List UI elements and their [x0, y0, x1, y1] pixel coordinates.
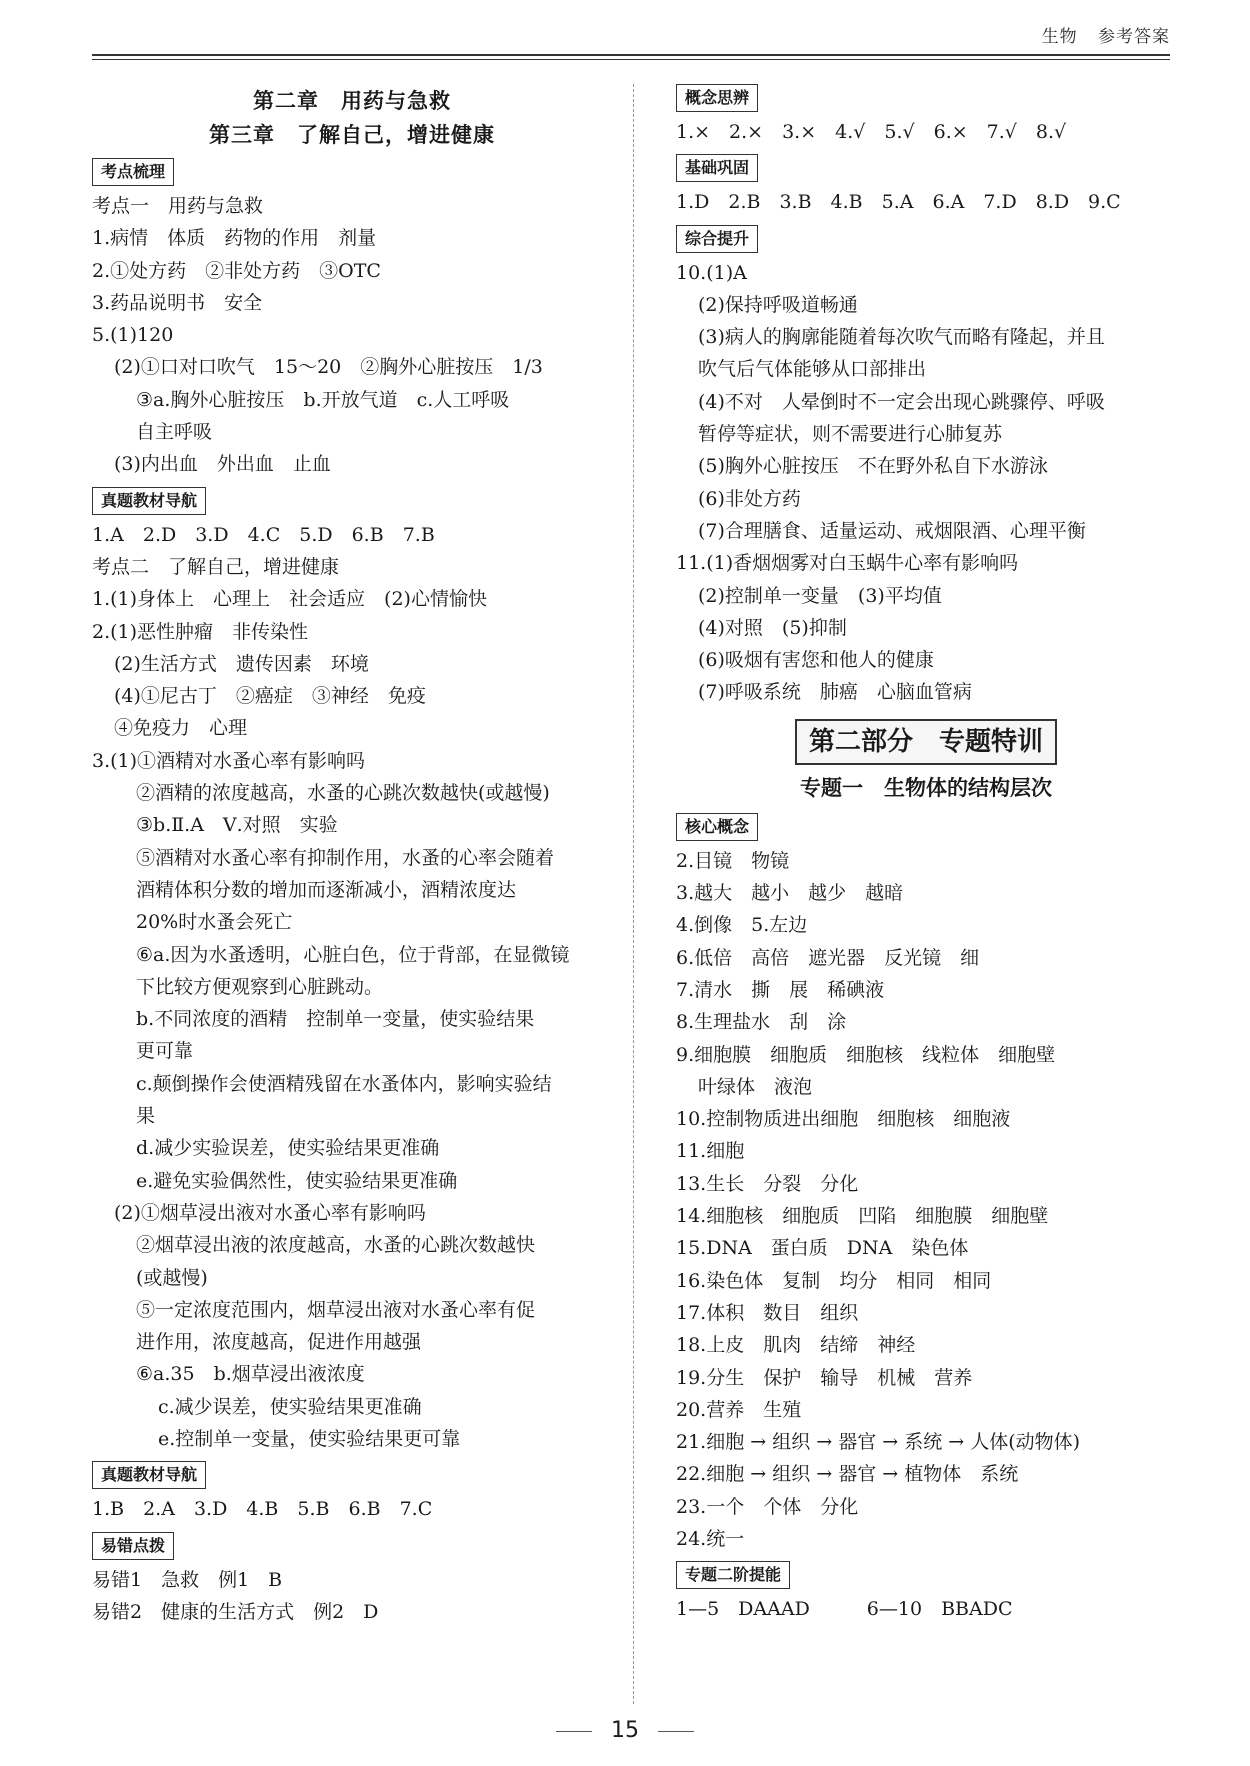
- answer-line: (2)①口对口吹气 15～20 ②胸外心脏按压 1/3: [114, 356, 543, 379]
- answer-line: e.避免实验偶然性，使实验结果更准确: [136, 1169, 458, 1192]
- header-subject: 生物: [1041, 27, 1078, 47]
- answer-line: e.控制单一变量，使实验结果更可靠: [158, 1427, 461, 1450]
- answer-line: 3.药品说明书 安全: [92, 291, 263, 314]
- part-heading-wrap: [676, 719, 1176, 765]
- answer-line: 6.低倍 高倍 遮光器 反光镜 细: [676, 946, 980, 969]
- answer-line: 进作用，浓度越高，促进作用越强: [136, 1331, 422, 1354]
- answer-line: 叶绿体 液泡: [698, 1075, 813, 1098]
- answer-line: d.减少实验误差，使实验结果更准确: [136, 1137, 440, 1160]
- chapter-title: 第三章 了解自己，增进健康: [209, 123, 495, 147]
- page-number-dash: [556, 1731, 592, 1732]
- section-tag: 综合提升: [676, 225, 758, 253]
- right-column: [676, 84, 1176, 1626]
- answer-line: ②烟草浸出液的浓度越高，水蚤的心跳次数越快: [136, 1234, 536, 1257]
- header-label: [1028, 22, 1170, 47]
- answer-line: 9.细胞膜 细胞质 细胞核 线粒体 细胞壁: [676, 1043, 1056, 1066]
- answer-line: (或越慢): [136, 1266, 208, 1289]
- answer-line: 3.越大 越小 越少 越暗: [676, 882, 904, 905]
- section-tag: 概念思辨: [676, 84, 758, 112]
- answer-line: 1.× 2.× 3.× 4.√ 5.√ 6.× 7.√ 8.√: [676, 121, 1067, 143]
- section-tag: 考点梳理: [92, 158, 174, 186]
- answer-line: ⑥a.35 b.烟草浸出液浓度: [136, 1363, 365, 1386]
- answer-line: 15.DNA 蛋白质 DNA 染色体: [676, 1237, 969, 1260]
- answer-line: 1.(1)身体上 心理上 社会适应 (2)心情愉快: [92, 588, 487, 611]
- page-header: [0, 0, 1250, 58]
- answer-line: (4)不对 人晕倒时不一定会出现心跳骤停、呼吸: [698, 390, 1105, 413]
- answer-line: 3.(1)①酒精对水蚤心率有影响吗: [92, 749, 366, 772]
- section-tag: 真题教材导航: [92, 487, 206, 515]
- section-tag: 基础巩固: [676, 154, 758, 182]
- section-tag: 专题二阶提能: [676, 1561, 790, 1589]
- answer-line: 11.(1)香烟烟雾对白玉蜗牛心率有影响吗: [676, 552, 1019, 575]
- answer-line: c.颠倒操作会使酒精残留在水蚤体内，影响实验结: [136, 1072, 552, 1095]
- page-number: [0, 1718, 1250, 1743]
- answer-line: 16.染色体 复制 均分 相同 相同: [676, 1269, 992, 1292]
- answer-line: 23.一个 个体 分化: [676, 1495, 859, 1518]
- answer-line: 7.清水 撕 展 稀碘液: [676, 978, 885, 1001]
- answer-line: (2)①烟草浸出液对水蚤心率有影响吗: [114, 1201, 426, 1224]
- answer-line: 酒精体积分数的增加而逐渐减小，酒精浓度达: [136, 878, 517, 901]
- section-tag: 真题教材导航: [92, 1461, 206, 1489]
- left-column: [92, 84, 612, 1628]
- answer-line: (3)病人的胸廓能随着每次吹气而略有隆起，并且: [698, 326, 1105, 349]
- answer-line: 20%时水蚤会死亡: [136, 911, 293, 934]
- answer-line: 2.①处方药 ②非处方药 ③OTC: [92, 259, 381, 282]
- answer-line: 1—5 DAAAD 6—10 BBADC: [676, 1598, 1013, 1621]
- answer-line: 10.控制物质进出细胞 细胞核 细胞液: [676, 1108, 1011, 1131]
- answer-line: 4.倒像 5.左边: [676, 914, 808, 937]
- subsection-title: 考点二 了解自己，增进健康: [92, 555, 340, 578]
- answer-line: 1.病情 体质 药物的作用 剂量: [92, 227, 377, 250]
- answer-line: c.减少误差，使实验结果更准确: [158, 1395, 422, 1418]
- answer-line: ③b.Ⅱ.A Ⅴ.对照 实验: [136, 814, 338, 837]
- header-answer-label: 参考答案: [1098, 27, 1170, 47]
- part-heading: 第二部分 专题特训: [795, 719, 1057, 765]
- answer-line: (6)非处方药: [698, 487, 801, 510]
- answer-line: 10.(1)A: [676, 261, 747, 284]
- answer-line: ⑤酒精对水蚤心率有抑制作用，水蚤的心率会随着: [136, 846, 555, 869]
- section-tag: 易错点拨: [92, 1532, 174, 1560]
- header-rule-thin: [92, 59, 1170, 60]
- answer-line: (6)吸烟有害您和他人的健康: [698, 649, 934, 672]
- answer-line: 更可靠: [136, 1040, 194, 1063]
- answer-line: (5)胸外心脏按压 不在野外私自下水游泳: [698, 455, 1048, 478]
- answer-line: (2)生活方式 遗传因素 环境: [114, 652, 369, 675]
- answer-line: ⑤一定浓度范围内，烟草浸出液对水蚤心率有促: [136, 1298, 536, 1321]
- answer-line: (2)控制单一变量 (3)平均值: [698, 584, 942, 607]
- answer-line: (4)①尼古丁 ②癌症 ③神经 免疫: [114, 685, 426, 708]
- page-number-dash: [658, 1731, 694, 1732]
- answer-line: 2.(1)恶性肿瘤 非传染性: [92, 620, 309, 643]
- answer-line: 下比较方便观察到心脏跳动。: [136, 975, 384, 998]
- answer-line: (7)呼吸系统 肺癌 心脑血管病: [698, 681, 972, 704]
- topic-title: 专题一 生物体的结构层次: [800, 775, 1052, 800]
- answer-line: 吹气后气体能够从口部排出: [698, 358, 927, 381]
- answer-line: 暂停等症状，则不需要进行心肺复苏: [698, 423, 1003, 446]
- answer-line: 14.细胞核 细胞质 凹陷 细胞膜 细胞壁: [676, 1205, 1049, 1228]
- answer-line: ④免疫力 心理: [114, 717, 248, 740]
- answer-line: b.不同浓度的酒精 控制单一变量，使实验结果: [136, 1008, 535, 1031]
- answer-line: (4)对照 (5)抑制: [698, 616, 847, 639]
- header-rule: [92, 54, 1170, 56]
- page-number-value: 15: [611, 1718, 639, 1743]
- section-tag: 核心概念: [676, 813, 758, 841]
- answer-line: 18.上皮 肌肉 结缔 神经: [676, 1334, 916, 1357]
- answer-line: (3)内出血 外出血 止血: [114, 453, 331, 476]
- answer-line: 1.B 2.A 3.D 4.B 5.B 6.B 7.C: [92, 1498, 433, 1521]
- answer-line: 易错1 急救 例1 B: [92, 1568, 283, 1591]
- answer-line: 8.生理盐水 刮 涂: [676, 1011, 847, 1034]
- answer-line: (2)保持呼吸道畅通: [698, 293, 858, 316]
- answer-line: ②酒精的浓度越高，水蚤的心跳次数越快(或越慢): [136, 782, 550, 805]
- column-divider: [633, 84, 634, 1704]
- answer-line: 果: [136, 1105, 156, 1128]
- answer-line: 13.生长 分裂 分化: [676, 1172, 859, 1195]
- answer-line: ⑥a.因为水蚤透明，心脏白色，位于背部，在显微镜: [136, 943, 570, 966]
- answer-line: 22.细胞 → 组织 → 器官 → 植物体 系统: [676, 1463, 1019, 1486]
- answer-line: 5.(1)120: [92, 324, 174, 347]
- answer-line: 17.体积 数目 组织: [676, 1301, 859, 1324]
- answer-line: 21.细胞 → 组织 → 器官 → 系统 → 人体(动物体): [676, 1431, 1081, 1454]
- chapter-title: 第二章 用药与急救: [253, 89, 451, 113]
- answer-line: 11.细胞: [676, 1140, 745, 1163]
- subsection-title: 考点一 用药与急救: [92, 195, 264, 217]
- answer-line: 自主呼吸: [136, 421, 213, 444]
- answer-line: ③a.胸外心脏按压 b.开放气道 c.人工呼吸: [136, 388, 510, 411]
- answer-line: 24.统一: [676, 1527, 745, 1550]
- answer-line: 1.D 2.B 3.B 4.B 5.A 6.A 7.D 8.D 9.C: [676, 191, 1121, 214]
- answer-line: 易错2 健康的生活方式 例2 D: [92, 1600, 379, 1623]
- answer-line: (7)合理膳食、适量运动、戒烟限酒、心理平衡: [698, 519, 1086, 542]
- answer-line: 20.营养 生殖: [676, 1398, 802, 1421]
- answer-line: 2.目镜 物镜: [676, 849, 790, 872]
- answer-line: 19.分生 保护 输导 机械 营养: [676, 1366, 973, 1389]
- answer-line: 1.A 2.D 3.D 4.C 5.D 6.B 7.B: [92, 523, 435, 546]
